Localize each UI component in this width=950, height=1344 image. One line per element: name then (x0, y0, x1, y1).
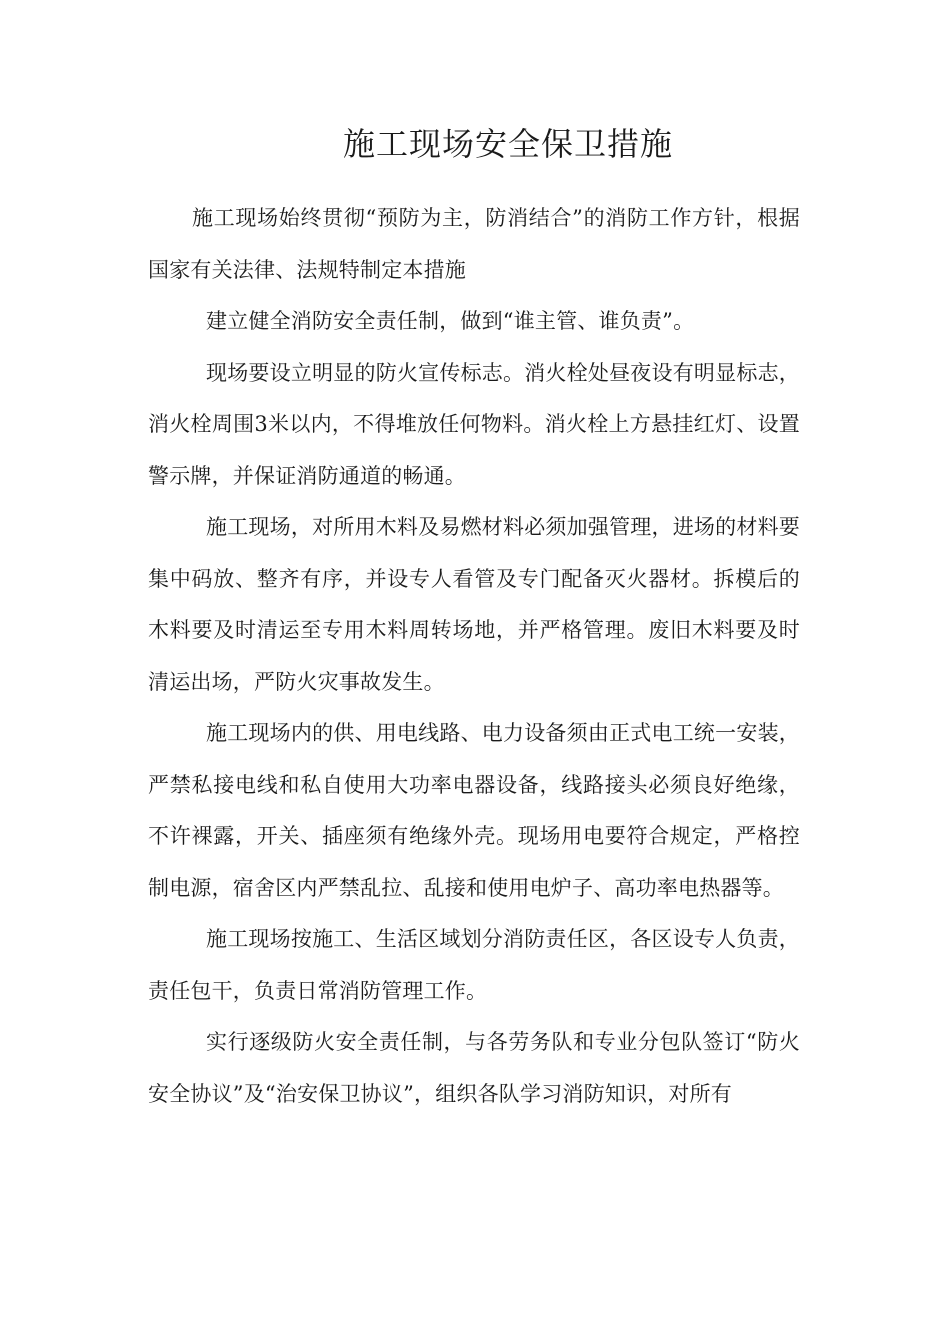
paragraph-responsibility-zones: 施工现场按施工、生活区域划分消防责任区，各区设专人负责，责任包干，负责日常消防管理工作。 (148, 927, 800, 1003)
paragraph-fire-signs: 现场要设立明显的防火宣传标志。消火栓处昼夜设有明显标志，消火栓周围3米以内，不得堆放任何物料。消火栓上方悬挂红灯、设置警示牌，并保证消防通道的畅通。 (148, 360, 800, 488)
paragraph-material-management: 施工现场，对所用木料及易燃材料必须加强管理，进场的材料要集中码放、整齐有序，并设专人看管及专门配备灭火器材。拆模后的木料要及时清运至专用木料周转场地，并严格管理。废旧木料要及时清运出场，严防火灾事故发生。 (148, 515, 800, 694)
paragraph-electrical-safety: 施工现场内的供、用电线路、电力设备须由正式电工统一安装，严禁私接电线和私自使用大功率电器设备，线路接头必须良好绝缘，不许裸露，开关、插座须有绝缘外壳。现场用电要符合规定，严格控制电源，宿舍区内严禁乱拉、乱接和使用电炉子、高功率电热器等。 (148, 721, 800, 900)
paragraph-responsibility-system: 建立健全消防安全责任制，做到“谁主管、谁负责”。 (206, 309, 695, 333)
paragraph-fire-agreements: 实行逐级防火安全责任制，与各劳务队和专业分包队签订“防火安全协议”及“治安保卫协议”，组织各队学习消防知识，对所有 (148, 1030, 800, 1106)
document-title: 施工现场安全保卫措施 (342, 125, 673, 163)
paragraph-fire-policy: 施工现场始终贯彻“预防为主，防消结合”的消防工作方针，根据国家有关法律、法规特制定本措施 (148, 206, 800, 282)
document-body (148, 193, 800, 1120)
